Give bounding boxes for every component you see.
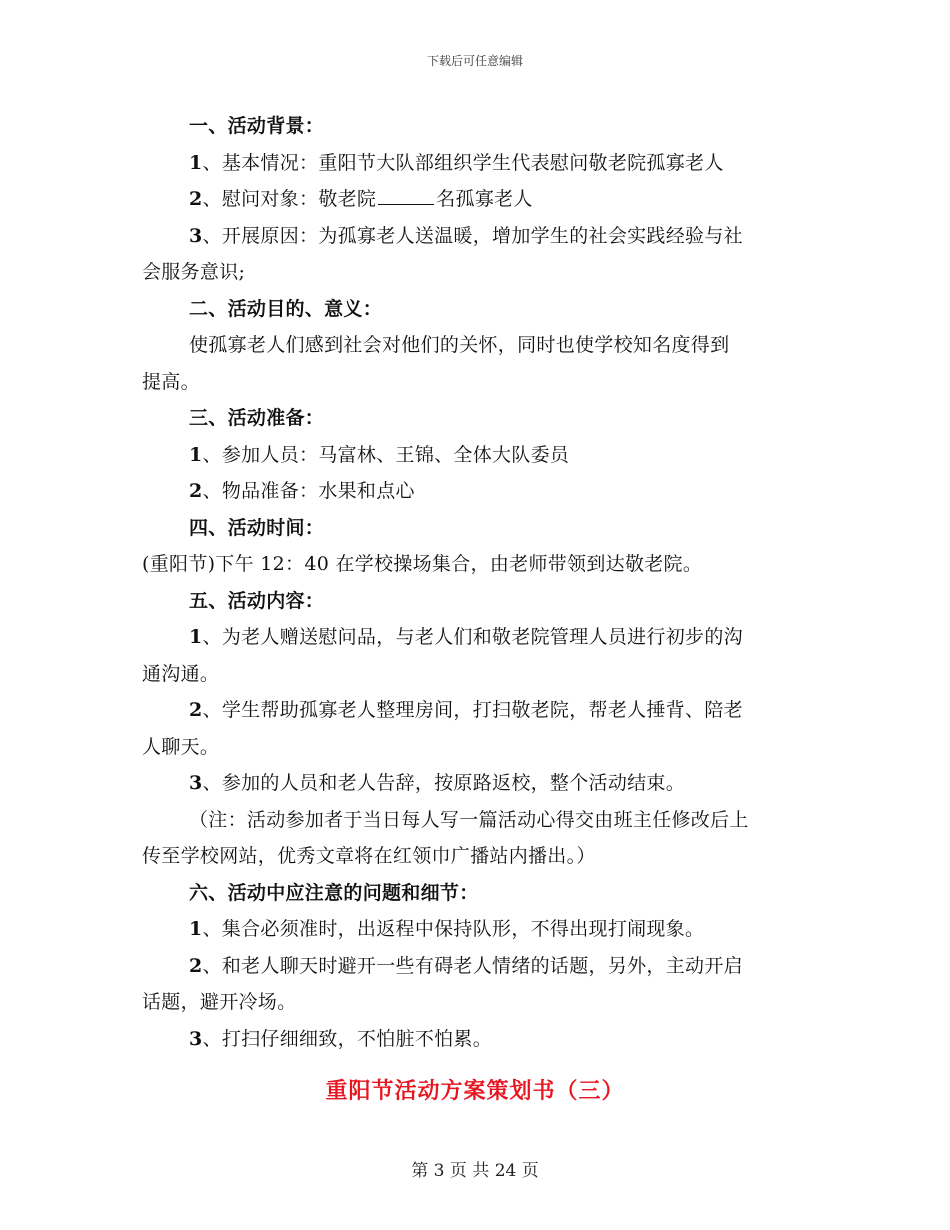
section-heading-content: 五、活动内容：	[189, 589, 325, 612]
item-number: 2	[189, 188, 203, 210]
paragraph-notes-3	[142, 1021, 810, 1058]
item-number: 2	[189, 480, 203, 502]
paragraph-text: 、开展原因：为孤寡老人送温暖，增加学生的社会实践经验与社	[202, 224, 743, 247]
paragraph-text: 、参加的人员和老人告辞，按原路返校，整个活动结束。	[202, 772, 686, 794]
paragraph-text: 、慰问对象：敬老院	[202, 188, 377, 210]
paragraph-text: 、基本情况：重阳节大队部组织学生代表慰问敬老院孤寡老人	[202, 151, 724, 174]
item-number: 3	[189, 772, 203, 794]
paragraph-note-cont: 传至学校网站，优秀文章将在红领巾广播站内播出。）	[142, 845, 596, 867]
section-heading-purpose: 二、活动目的、意义：	[189, 297, 383, 320]
item-number: 1	[189, 918, 203, 940]
fill-in-blank	[378, 187, 434, 205]
paragraph-text: 、集合必须准时，出返程中保持队形，不得出现打闹现象。	[202, 918, 705, 940]
paragraph-content-1	[142, 619, 810, 656]
section-heading-preparation: 三、活动准备：	[189, 407, 325, 429]
paragraph-content-1-cont: 通沟通。	[142, 662, 220, 685]
paragraph-participants	[142, 437, 810, 474]
page-footer: 第 3 页 共 24 页	[411, 1161, 539, 1181]
paragraph-content-3	[142, 765, 810, 802]
paragraph-reason-cont: 会服务意识;	[142, 261, 246, 283]
section-heading-notes: 六、活动中应注意的问题和细节：	[189, 881, 479, 904]
paragraph-text: 、为老人赠送慰问品，与老人们和敬老院管理人员进行初步的沟	[202, 626, 743, 648]
paragraph-reason	[142, 218, 810, 255]
item-number: 1	[189, 443, 203, 466]
paragraph-target	[142, 181, 810, 218]
item-number: 2	[189, 699, 203, 721]
paragraph-time: (重阳节)下午 12：40 在学校操场集合，由老师带领到达敬老院。	[142, 553, 703, 575]
paragraph-text: 、打扫仔细细致，不怕脏不怕累。	[202, 1027, 493, 1050]
paragraph-basic-info	[142, 145, 810, 182]
paragraph-content-2-cont: 人聊天。	[142, 735, 220, 758]
paragraph-supplies	[142, 473, 810, 510]
section-heading-background: 一、活动背景：	[189, 115, 325, 137]
document-body	[142, 108, 810, 1057]
item-number: 1	[189, 626, 203, 648]
paragraph-notes-2-cont: 话题，避开冷场。	[142, 991, 297, 1013]
header-note: 下载后可任意编辑	[426, 54, 523, 68]
item-number: 3	[189, 224, 203, 247]
paragraph-text: 、学生帮助孤寡老人整理房间，打扫敬老院，帮老人捶背、陪老	[202, 699, 743, 721]
paragraph-content-2	[142, 692, 810, 729]
section-heading-time: 四、活动时间：	[189, 516, 325, 539]
paragraph-purpose: 使孤寡老人们感到社会对他们的关怀，同时也使学校知名度得到	[189, 334, 730, 356]
paragraph-purpose-cont: 提高。	[142, 370, 200, 393]
item-number: 2	[189, 954, 203, 977]
paragraph-text: 、参加人员：马富林、王锦、全体大队委员	[202, 443, 570, 466]
paragraph-text: 、物品准备：水果和点心	[202, 480, 415, 502]
paragraph-text: 、和老人聊天时避开一些有碍老人情绪的话题，另外，主动开启	[202, 954, 743, 977]
paragraph-text: 名孤寡老人	[436, 188, 533, 210]
paragraph-notes-1	[142, 911, 810, 948]
paragraph-note: （注：活动参加者于当日每人写一篇活动心得交由班主任修改后上	[189, 808, 749, 831]
paragraph-notes-2	[142, 948, 810, 985]
section-title: 重阳节活动方案策划书（三）	[325, 1078, 625, 1104]
item-number: 3	[189, 1027, 203, 1050]
item-number: 1	[189, 151, 203, 174]
